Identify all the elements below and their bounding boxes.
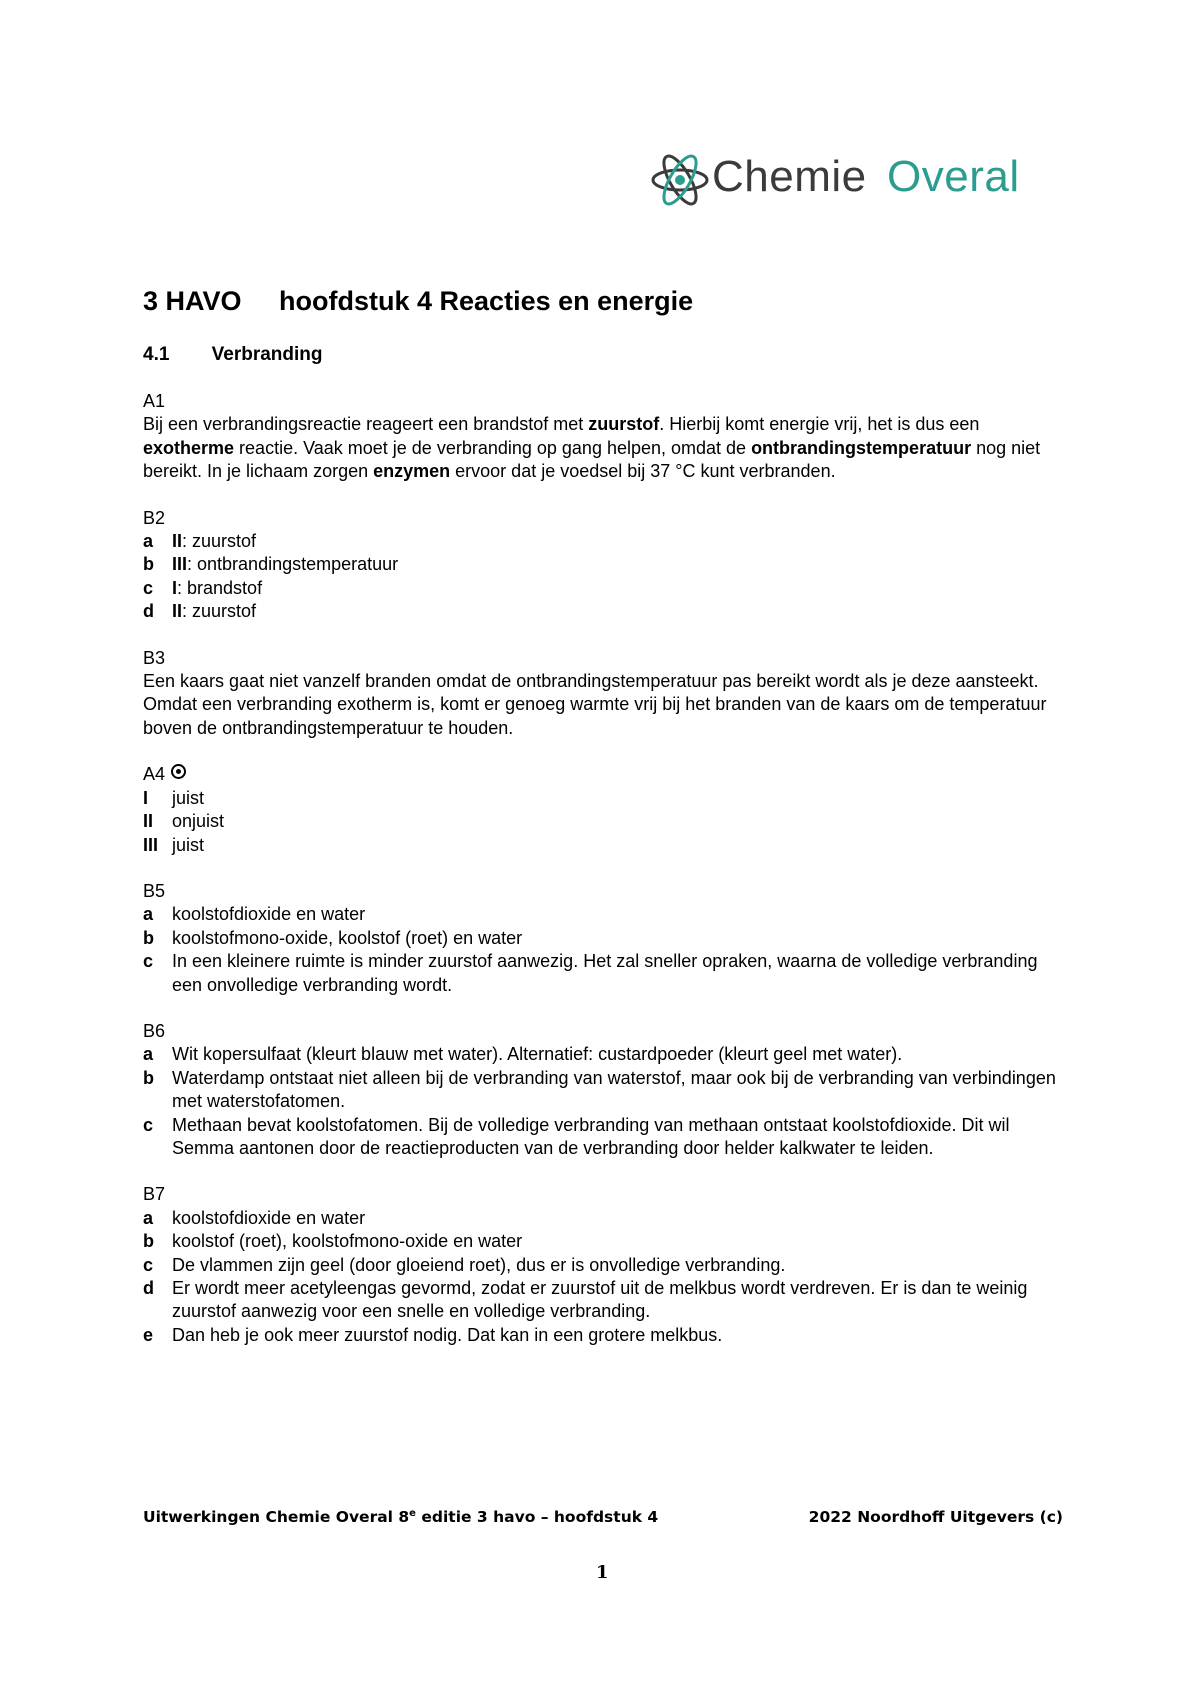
answer-item [143,927,1063,950]
bold-term: zuurstof [588,414,660,435]
question-label: A4 [143,764,166,785]
item-label: a [143,1044,154,1065]
item-label: c [143,1114,154,1135]
item-label: d [143,601,154,622]
item-text: : zuurstof [182,531,257,552]
roman-numeral: I [172,577,178,598]
roman-numeral: II [172,601,183,622]
item-label: II [143,811,154,832]
chemie-overal-logo [650,150,1050,210]
item-label: a [143,1207,154,1228]
answer-item [143,1254,1063,1277]
section-heading: 4.1 Verbranding [143,344,323,365]
answer-item [143,1277,1063,1324]
bold-term: exotherme [143,437,235,458]
question-label: B6 [143,1020,166,1041]
roman-numeral: III [172,554,188,575]
item-text: onjuist [172,811,225,832]
item-text: Dan heb je ook meer zuurstof nodig. Dat kan in een grotere melkbus. [172,1324,723,1345]
question-label: B3 [143,647,166,668]
question-b2 [143,507,1063,624]
item-text: Methaan bevat koolstofatomen. Bij de volledige verbranding van methaan ontstaat koolstofdioxide. Dit wil Semma aantonen door de reactieproducten van de verbranding door helder kalkwater te leiden. [172,1114,1010,1158]
question-a1 [143,390,1063,484]
page-number: 1 [596,1562,609,1583]
page-title: 3 HAVO hoofdstuk 4 Reacties en energie [143,286,694,316]
footer-copyright: 2022 Noordhoff Uitgevers (c) [808,1508,1063,1526]
answer-item [143,950,1063,997]
footer-superscript: e [409,1508,416,1519]
question-label: A1 [143,391,166,411]
item-label: c [143,951,154,972]
item-label: b [143,554,154,575]
item-text: koolstofmono-oxide, koolstof (roet) en water [172,927,523,948]
answer-item [143,834,1063,857]
item-label: b [143,1067,154,1088]
answer-text [143,413,1063,483]
question-b6 [143,1020,1063,1160]
question-label: B7 [143,1184,166,1205]
item-label: a [143,531,154,552]
text-run: Bij een verbrandingsreactie reageert een brandstof met [143,414,589,435]
item-text: juist [172,834,205,855]
text-run: reactie. Vaak moet je de verbranding op gang helpen, omdat de [234,437,752,458]
item-text: juist [172,787,205,808]
item-text: koolstofdioxide en water [172,904,366,925]
answer-item [143,1114,1063,1161]
item-text: koolstofdioxide en water [172,1207,366,1228]
bold-term: enzymen [373,461,451,482]
item-text: In een kleinere ruimte is minder zuurstof aanwezig. Het zal sneller opraken, waarna de volledige verbranding een onvolledige verbranding wordt. [172,951,1038,995]
answer-item [143,1324,1063,1347]
item-label: e [143,1324,154,1345]
item-text: : zuurstof [182,601,257,622]
answer-item [143,810,1063,833]
answer-item [143,553,1063,576]
answer-item [143,1207,1063,1230]
target-circle-icon [171,764,186,779]
answer-item [143,1067,1063,1114]
item-label: I [143,787,149,808]
text-run: . Hierbij komt energie vrij, het is dus een [659,414,980,435]
logo-word-overal: Overal [887,152,1020,201]
bold-term: ontbrandingstemperatuur [751,437,972,458]
answer-item [143,600,1063,623]
question-label-row [143,763,1063,786]
footer-text: editie 3 havo – hoofdstuk 4 [415,1508,659,1527]
item-text: Er wordt meer acetyleengas gevormd, zodat er zuurstof uit de melkbus wordt verdreven. Er is dan te weinig zuurstof aanwezig voor een snelle en volledige verbranding. [172,1278,1028,1322]
text-run: ervoor dat je voedsel bij 37 °C kunt verbranden. [450,461,836,482]
answer-item [143,577,1063,600]
question-a4 [143,763,1063,857]
text-run: nog niet bereikt. In je lichaam zorgen [143,437,1041,482]
item-text: koolstof (roet), koolstofmono-oxide en water [172,1231,523,1252]
item-label: a [143,904,154,925]
answer-text: Een kaars gaat niet vanzelf branden omdat de ontbrandingstemperatuur pas bereikt wordt als je deze aansteekt. Omdat een verbranding exotherm is, komt er genoeg warmte vrij bij het branden van de kaars om de temperatuur boven de ontbrandingstemperatuur te houden. [143,671,1047,738]
roman-numeral: II [172,531,183,552]
item-label: d [143,1278,154,1298]
answer-item [143,787,1063,810]
answer-item [143,530,1063,553]
item-label: c [143,1254,154,1275]
footer-left [143,1508,658,1526]
item-label: c [143,577,154,598]
question-b5 [143,880,1063,997]
item-label: b [143,927,154,948]
question-b3 [143,647,1063,741]
footer-text: Uitwerkingen Chemie Overal 8 [143,1508,410,1527]
question-b7 [143,1183,1063,1347]
answers-content [143,390,1063,1370]
answer-item [143,1230,1063,1253]
item-text: : brandstof [177,577,263,598]
item-text: Wit kopersulfaat (kleurt blauw met water). Alternatief: custardpoeder (kleurt geel met water). [172,1044,903,1065]
item-label: III [143,834,159,855]
answer-item [143,903,1063,926]
item-text: : ontbrandingstemperatuur [187,554,399,575]
atom-icon [650,150,710,210]
answer-item [143,1043,1063,1066]
item-text: Waterdamp ontstaat niet alleen bij de verbranding van waterstof, maar ook bij de verbranding van verbindingen met waterstofatomen. [172,1067,1056,1112]
item-label: b [143,1231,154,1252]
item-text: De vlammen zijn geel (door gloeiend roet), dus er is onvolledige verbranding. [172,1254,786,1275]
question-label: B2 [143,507,166,528]
question-label: B5 [143,880,166,901]
logo-word-chemie: Chemie [712,152,867,201]
